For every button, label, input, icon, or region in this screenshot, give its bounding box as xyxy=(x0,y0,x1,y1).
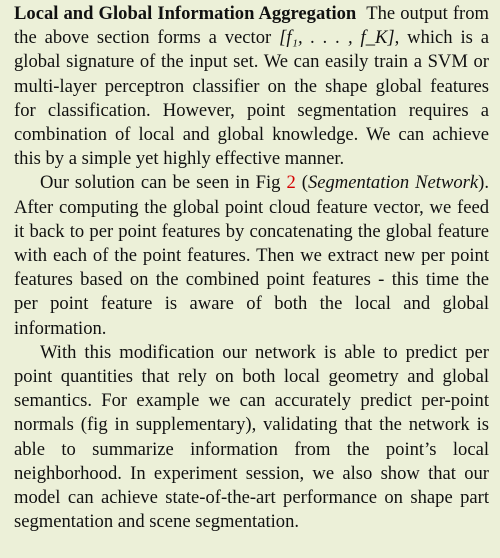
figure-reference-link[interactable]: 2 xyxy=(286,172,296,194)
paragraph-2-text-a: Our solution can be seen in Fig xyxy=(40,172,281,194)
paragraph-1-text-a: The output from the above section forms a vector xyxy=(14,3,489,49)
paragraph-1 xyxy=(14,2,489,171)
vector-formula: [f₁, . . . , f_K] xyxy=(279,27,395,49)
paragraph-3: With this modification our network is able to predict per point quantities that rely on both local geometry and global semantics. For example we can accurately predict per-point normals (fig in supplementary), validating that the network is able to summarize information from the point’s local neighborhood. In experiment session, we also show that our model can achieve state-of-the-art performance on shape part segmentation and scene segmentation. xyxy=(14,341,489,533)
paragraph-2-paren: ( xyxy=(295,172,308,194)
network-name: Segmentation Network xyxy=(307,172,479,194)
paragraph-2 xyxy=(14,171,489,340)
paragraph-1-text-b: , which is a global signature of the input set. We can easily train a SVM or multi-layer perceptron classifier on the shape global features for classification. However, point segmentation requires a combination of local and global knowledge. We can achieve this by a simple yet highly effective manner. xyxy=(14,27,489,170)
section-heading: Local and Global Information Aggregation xyxy=(14,3,357,24)
paragraph-2-text-b: ). After computing the global point cloud feature vector, we feed it back to per point features by concatenating the global feature with each of the point features. Then we extract new per point features based on the combined point features - this time the per point feature is aware of both the local and global information. xyxy=(14,172,489,339)
